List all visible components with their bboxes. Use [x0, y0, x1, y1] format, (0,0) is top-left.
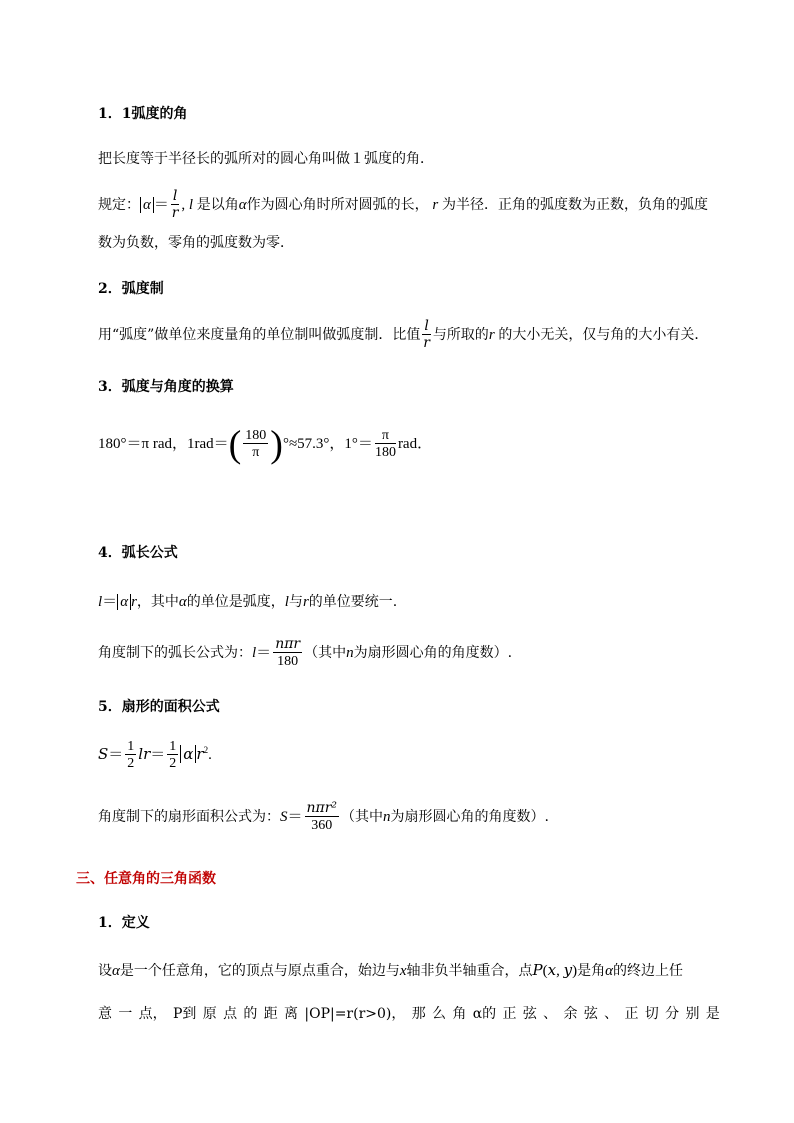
radian-system-text-a: 用“弧度”做单位来度量角的单位制叫做弧度制．比值 [98, 327, 421, 343]
heading-1: 1．1弧度的角 [98, 106, 188, 122]
heading-5: 5．扇形的面积公式 [98, 699, 220, 715]
definition-word: 余 [563, 1006, 578, 1022]
def-p1-d: 是角 [577, 963, 606, 979]
paragraph-rule: 规定： α ＝ $\frac{l}{r}$ , l 是以角α作为圆心角时所对圆弧的长， r 为半径．正角的弧度数为正数，负角的弧度 [98, 187, 709, 221]
arc-length-line2: 角度制下的弧长公式为：l＝ $\frac{\text{nπr}}{180}$ （其中n为扇形圆心角的角度数）. [98, 635, 513, 669]
heading-4: 4．弧长公式 [98, 545, 178, 561]
sector-frac-num: nπr² [306, 799, 338, 816]
abs-alpha: α [140, 197, 154, 213]
definition-line2 [98, 1003, 720, 1023]
frac-den-180: 180 [374, 445, 396, 461]
fraction-npr2-over-360 [305, 801, 340, 834]
definition-word: 点 [223, 1006, 238, 1022]
definition-word: 距 [263, 1006, 278, 1022]
fraction-l-over-r-2: $\frac{l}{r}$ [423, 317, 430, 351]
definition-word: 弦 [522, 1006, 537, 1022]
frac-num-180: 180 [245, 428, 267, 444]
sector-area-formula: S＝ $\frac{1}{2}$ lr＝ $\frac{1}{2}$ α $r^2$. [98, 739, 212, 772]
sector-line2-a: 角度制下的扇形面积公式为： [98, 809, 280, 825]
fraction-180-over-pi [243, 428, 268, 461]
rule-mid: 是以角 [196, 197, 239, 213]
definition-word: 是 [705, 1006, 720, 1022]
conversion-part1: 180°＝π rad，1rad＝ [98, 436, 229, 452]
paragraph-radian-system: 用“弧度”做单位来度量角的单位制叫做弧度制．比值 $\frac{l}{r}$ 与所取的r 的大小无关，仅与角的大小有关． [98, 317, 709, 351]
arc-line2-b: （其中 [304, 645, 347, 661]
arc-line2-c: 为扇形圆心角的角度数）. [353, 645, 513, 661]
arc-line1-c: 与 [288, 594, 303, 610]
definition-word: |OP|=r(r>0)， [304, 1006, 406, 1022]
definition-word: 正 [502, 1006, 517, 1022]
arc-line1-a: ，其中 [136, 594, 179, 610]
arc-line1-b: 的单位是弧度， [186, 594, 285, 610]
fraction-npr-over-180 [273, 637, 302, 670]
paragraph-rule-line2: 数为负数，零角的弧度数为零． [98, 235, 294, 251]
sector-frac-den: 360 [311, 817, 333, 833]
definition-line1: 设α是一个任意角，它的顶点与原点重合，始边与x轴非负半轴重合，点P(x, y)是角α的终边上任 [98, 961, 683, 979]
sector-area-line2: 角度制下的扇形面积公式为：S＝ $\frac{\text{nπr²}}{360}$ （其中n为扇形圆心角的角度数）. [98, 799, 549, 833]
left-paren: ( [228, 423, 242, 466]
definition-word: 正 [624, 1006, 639, 1022]
definition-word: 点， [138, 1006, 167, 1022]
definition-word: 意 [98, 1006, 112, 1022]
paragraph-radian-def: 把长度等于半径长的弧所对的圆心角叫做１弧度的角． [98, 151, 434, 167]
right-paren: ) [270, 423, 283, 466]
heading-2: 2．弧度制 [98, 281, 164, 297]
definition-word: α的 [472, 1006, 497, 1022]
definition-word: 角 [452, 1006, 467, 1022]
arc-frac-den: 180 [277, 653, 299, 669]
conversion-part4: rad． [397, 436, 433, 452]
radian-system-text-c: 的大小无关，仅与角的大小有关． [498, 327, 709, 343]
definition-word: 、 [543, 1006, 558, 1022]
rule-prefix: 规定： [98, 197, 140, 213]
definition-word: 别 [685, 1006, 700, 1022]
definition-word: 切 [644, 1006, 659, 1022]
heading-definition: 1．定义 [98, 915, 150, 931]
arc-line2-a: 角度制下的弧长公式为： [98, 645, 252, 661]
part3-heading: 三、任意角的三角函数 [76, 871, 216, 887]
definition-word: 原 [202, 1006, 217, 1022]
def-p1-c: 轴非负半轴重合，点 [406, 963, 533, 979]
fraction-pi-over-180 [375, 428, 396, 461]
definition-word: 弦 [583, 1006, 598, 1022]
definition-word: 离 [284, 1006, 299, 1022]
rule-tail: 为半径．正角的弧度数为正数，负角的弧度 [442, 197, 709, 213]
definition-word: P到 [172, 1006, 197, 1022]
sector-line2-c: 为扇形圆心角的角度数）. [390, 809, 549, 825]
definition-word: 分 [665, 1006, 680, 1022]
fraction-l-over-r: $\frac{l}{r}$ [171, 187, 179, 221]
arc-line1-d: 的单位要统一. [308, 594, 398, 610]
definition-word: 么 [432, 1006, 447, 1022]
definition-word: 那 [411, 1006, 426, 1022]
frac-num-pi: π [375, 428, 396, 444]
definition-word: 一 [118, 1006, 133, 1022]
def-p1-b: 是一个任意角，它的顶点与原点重合，始边与 [119, 963, 400, 979]
def-p1-a: 设 [98, 963, 112, 979]
definition-word: 、 [604, 1006, 619, 1022]
rule-mid2: 作为圆心角时所对圆弧的长， [246, 197, 429, 213]
definition-word: 的 [243, 1006, 258, 1022]
formula-conversion [98, 420, 432, 468]
sector-line2-b: （其中 [341, 809, 384, 825]
heading-3: 3．弧度与角度的换算 [98, 379, 234, 395]
conversion-part2: °≈57.3°，1°＝ [282, 436, 373, 452]
arc-length-line1: l＝ α r，其中α的单位是弧度，l与r的单位要统一. [98, 594, 398, 610]
radian-system-text-b: 与所取的 [432, 327, 489, 343]
def-p1-e: 的终边上任 [612, 963, 683, 979]
frac-den-pi: π [252, 445, 260, 461]
arc-frac-num: nπr [275, 635, 301, 652]
